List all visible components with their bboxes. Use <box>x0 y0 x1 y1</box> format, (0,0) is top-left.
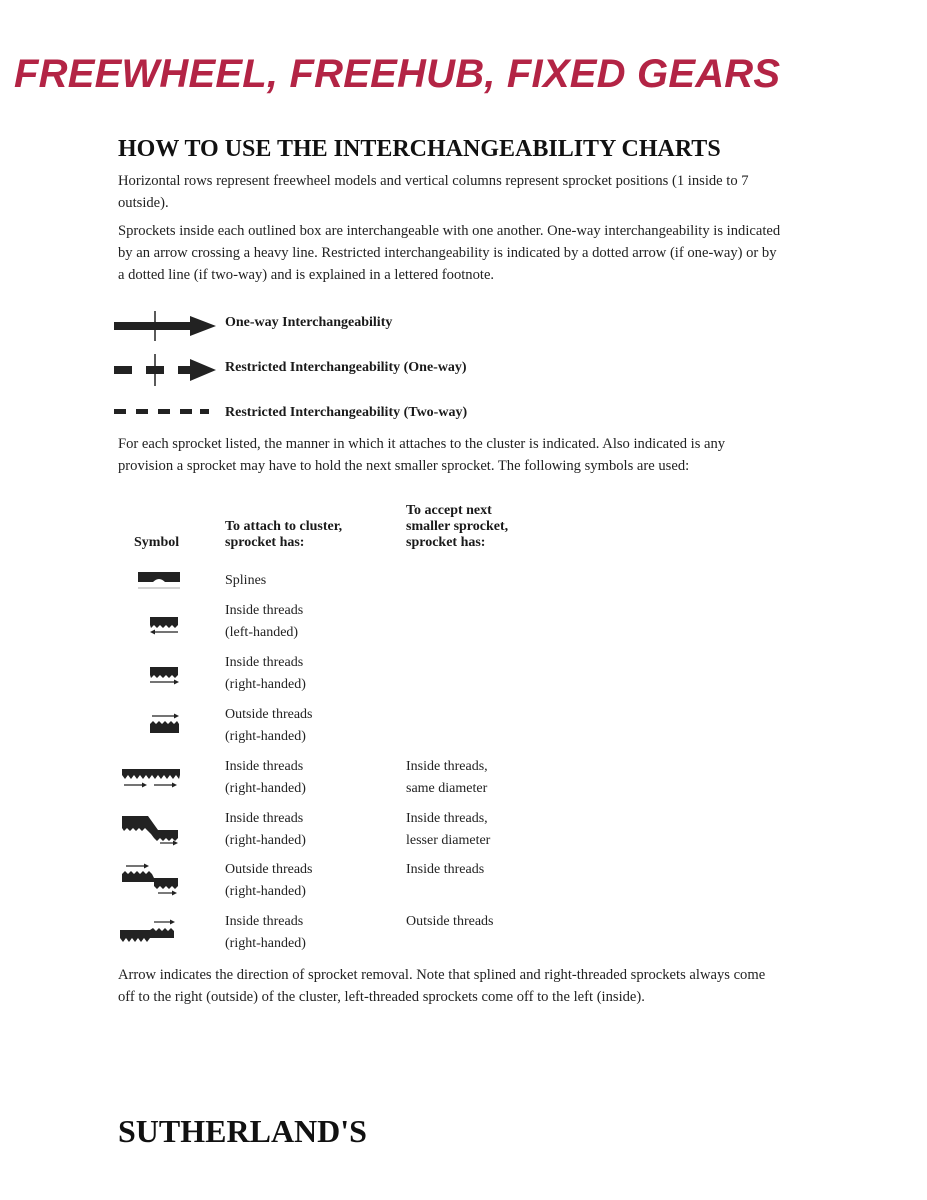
legend-label-restricted-one-way: Restricted Interchangeability (One-way) <box>225 360 467 375</box>
inside-to-outside-thread-icon <box>118 918 182 946</box>
restricted-one-way-arrow-icon <box>112 354 222 386</box>
row-outside-inside-accept: Inside threads <box>406 862 485 877</box>
row-same-diameter-accept: Inside threads, same diameter <box>406 759 488 796</box>
footer-brand: SUTHERLAND'S <box>118 1113 367 1149</box>
inside-thread-lesser-diameter-icon <box>120 812 182 846</box>
row-inside-outside-accept: Outside threads <box>406 914 494 929</box>
row-same-diameter-attach: Inside threads (right-handed) <box>225 759 306 796</box>
inside-thread-same-diameter-icon <box>120 766 182 790</box>
legend-label-one-way: One-way Interchangeability <box>225 315 393 330</box>
symbols-paragraph: For each sprocket listed, the manner in which it attaches to the cluster is indicated. Also indicated is any provision a sprocket may have to hold the next smaller sprocket. The following symbols are used: <box>118 436 726 474</box>
inside-thread-left-icon <box>148 614 182 636</box>
legend-label-restricted-two-way: Restricted Interchangeability (Two-way) <box>225 405 468 420</box>
row-lesser-diameter-attach: Inside threads (right-handed) <box>225 811 306 848</box>
inside-thread-right-icon <box>148 664 182 686</box>
row-outside-right-attach: Outside threads (right-handed) <box>225 707 313 744</box>
row-inside-right-attach: Inside threads (right-handed) <box>225 655 306 692</box>
page-banner-title: FREEWHEEL, FREEHUB, FIXED GEARS <box>14 52 781 96</box>
splines-icon <box>136 568 182 590</box>
removal-direction-paragraph: Arrow indicates the direction of sprocket removal. Note that splined and right-threaded sprockets always come off to the right (outside) of the cluster, left-threaded sprockets come off to the left (inside). <box>118 967 766 1005</box>
column-header-attach: To attach to cluster, sprocket has: <box>225 519 343 550</box>
row-outside-inside-attach: Outside threads (right-handed) <box>225 862 313 899</box>
row-inside-outside-attach: Inside threads (right-handed) <box>225 914 306 951</box>
column-header-accept: To accept next smaller sprocket, sprocket has: <box>406 503 509 550</box>
intro-paragraph: Horizontal rows represent freewheel models and vertical columns represent sprocket positions (1 inside to 7 outside). <box>118 173 749 211</box>
section-heading: HOW TO USE THE INTERCHANGEABILITY CHARTS <box>118 136 721 162</box>
one-way-arrow-icon <box>112 311 222 341</box>
outside-to-inside-thread-icon <box>120 862 182 896</box>
row-lesser-diameter-accept: Inside threads, lesser diameter <box>406 811 491 848</box>
outside-thread-right-icon <box>148 712 182 736</box>
interchangeability-paragraph: Sprockets inside each outlined box are interchangeable with one another. One-way interchangeability is indicated by an arrow crossing a heavy line. Restricted interchangeability is indicated by a dotted arrow (if one-way) or by a dotted line (if two-way) and is explained in a lettered footnote. <box>118 223 781 283</box>
row-inside-left-attach: Inside threads (left-handed) <box>225 603 304 640</box>
row-splines-attach: Splines <box>225 573 267 588</box>
restricted-two-way-line-icon <box>112 405 212 419</box>
column-header-symbol: Symbol <box>134 535 180 550</box>
